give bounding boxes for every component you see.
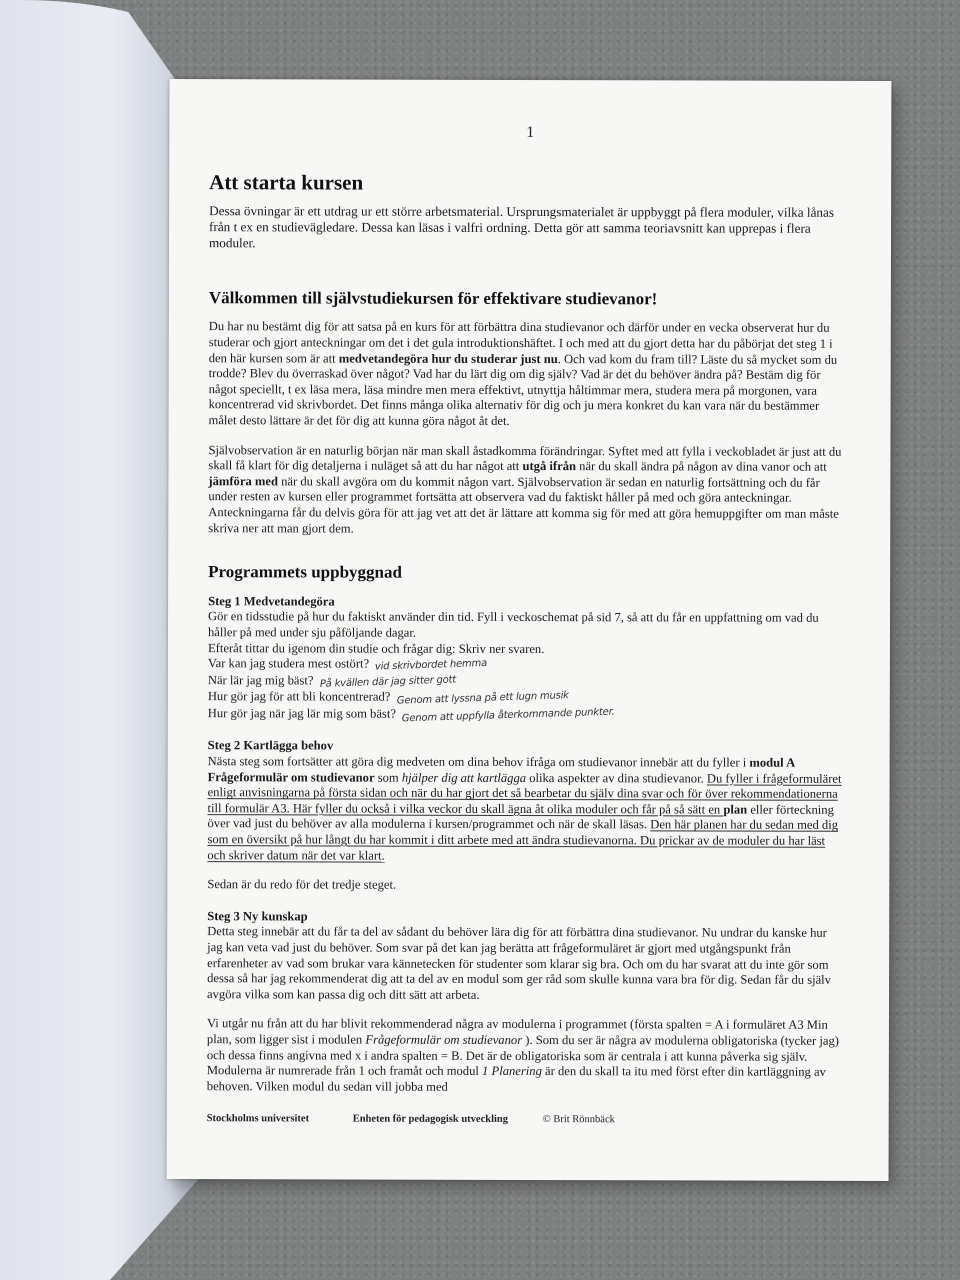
page-title: Att starta kursen xyxy=(209,170,364,195)
step1-text-2: Efteråt tittar du igenom din studie och frågar dig: Skriv ner svaren. xyxy=(207,640,545,656)
question-row: Hur gör jag för att bli koncentrerad? Genom att lyssna på ett lugn musik xyxy=(208,689,842,707)
welcome-paragraph-2: Självobservation är en naturlig början när man skall åstadkomma förändringar. Syftet med att fylla i veckobladet är just att du skall få klart för dig detaljerna i nuläget så att du har något att utgå ifrån när du skall ändra på någon av dina vanor och att jämföra med när du skall avgöra om du kommit någon vart. Självobservation är sedan en naturlig fortsättning och du får under resten av kursen eller programmet fortsätta att observera vad du faktiskt håller på med och göra anteckningar. Anteckningarna får du delvis göra för att jag vet att det är lättare att komma sig för med att göra hemuppgifter om man måste skriva ner att man gjort dem. xyxy=(208,442,842,536)
footer-university: Stockholms universitet xyxy=(206,1113,310,1125)
step1-title: Steg 1 Medvetandegöra xyxy=(208,593,335,609)
document-page xyxy=(167,79,892,1181)
handwritten-answer: På kvällen där jag sitter gott xyxy=(319,674,456,690)
handwritten-answer: vid skrivbordet hemma xyxy=(374,658,488,673)
step2-text: Nästa steg som fortsätter att göra dig medveten om dina behov ifråga om studievanor innebär att du fyller i modul A Frågeformulär om studievanor som hjälper dig att kartlägga olika aspekter av dina studievanor. Du fyller i frågeformuläret enligt anvisningarna på första sidan och när du har gjort det så bearbetar du själv dina svar och för över rekommendationerna till formulär A3. Här fyller du också i vilka veckor du skall ägna åt olika moduler och får på så sätt en plan eller förteckning över vad just du behöver av alla modulerna i kursen/programmet och när de skall läsas. Den här planen har du sedan med dig som en översikt på hur långt du har kommit i ditt arbete med att ändra studievanorna. Du prickar av de moduler du har läst och skriver datum när det var klart. xyxy=(207,754,842,863)
step3-title: Steg 3 Ny kunskap xyxy=(207,908,308,924)
handwritten-answer: Genom att uppfylla återkommande punkter. xyxy=(401,706,615,725)
handwritten-answer: Genom att lyssna på ett lugn musik xyxy=(396,690,569,707)
question-list xyxy=(208,656,842,724)
page-number: 1 xyxy=(526,123,535,142)
footer-copyright: © Brit Rönnbäck xyxy=(542,1114,615,1126)
footer-unit: Enheten för pedagogisk utveckling xyxy=(352,1113,509,1125)
step3-text-1: Detta steg innebär att du får ta del av sådant du behöver lära dig för att förbättra dina studievanor. Nu undrar du kanske hur jag kan veta vad just du behöver. Som svar på det kan jag berätta att frågeformuläret är gjort med utgångspunkt från erfarenheter av vad som brukar vara kännetecken för studenter som klarar sig bra. Och om du har svarat att du inte gör som dessa så har jag rekommenderat dig att ta del av en modul som ger råd som skulle kunna vara bra för dig. Sedan får du själv avgöra vilka som kan passa dig och ditt sätt att arbeta. xyxy=(207,924,832,1002)
step2-after: Sedan är du redo för det tredje steget. xyxy=(207,877,397,892)
page-content xyxy=(206,170,843,1096)
program-heading: Programmets uppbyggnad xyxy=(208,562,402,582)
welcome-paragraph-1: Du har nu bestämt dig för att satsa på en kurs för att förbättra dina studievanor och därför under en vecka observerat hur du studerar och gjort anteckningar om det i det gula introduktionshäftet. I och med att du gjort detta har du påbörjat det steg 1 i den här kursen som är att medvetandegöra hur du studerar just nu. Och vad kom du fram till? Läste du så mycket som du trodde? Blev du överraskad över något? Vad har du lärt dig om dig själv? Vad är det du behöver ändra på? Bestäm dig för något speciellt, t ex läsa mera, läsa mindre men mera effektivt, utnyttja håltimmar mera, studera mera på morgonen, vara koncentrerad vid skrivbordet. Det finns många olika alternativ för dig och ju mera konkret du kan vara när du bestämmer målet desto lättare är det för dig att kunna göra något åt det. xyxy=(208,319,838,428)
step2-title: Steg 2 Kartlägga behov xyxy=(207,738,334,753)
question-row: När lär jag mig bäst? På kvällen där jag sitter gott xyxy=(208,673,842,691)
step1-text-1: Gör en tidsstudie på hur du faktiskt använder din tid. Fyll i veckoschemat på sid 7, så att du får en uppfattning om vad du håller på med under sju påföljande dagar. xyxy=(207,609,819,640)
page-footer xyxy=(207,1113,841,1126)
welcome-heading: Välkommen till självstudiekursen för effektivare studievanor! xyxy=(208,287,658,309)
intro-paragraph: Dessa övningar är ett utdrag ur ett större arbetsmaterial. Ursprungsmaterialet är uppbyggt på flera moduler, vilka lånas från t ex en studievägledare. Dessa kan läsas i valfri ordning. Detta gör att samma teoriavsnitt kan upprepas i flera moduler. xyxy=(208,202,835,251)
question-row: Var kan jag studera mest ostört? vid skrivbordet hemma xyxy=(208,656,842,674)
question-row: Hur gör jag när jag lär mig som bäst? Genom att uppfylla återkommande punkter. xyxy=(208,706,842,724)
step3-text-2: Vi utgår nu från att du har blivit rekommenderad några av modulerna i programmet (första spalten = A i formuläret A3 Min plan, som ligger sist i modulen Frågeformulär om studievanor ). Som du ser är några av modulerna obligatoriska (tycker jag) och dessa finns angivna med x i andra spalten = B. Det är de obligatoriska som är centrala i att kunna påverka sig själv. Modulerna är numrerade från 1 och framåt och modul 1 Planering är den du skall ta itu med först efter din kartläggning av behoven. Vilken modul du sedan vill jobba med xyxy=(206,1016,839,1094)
